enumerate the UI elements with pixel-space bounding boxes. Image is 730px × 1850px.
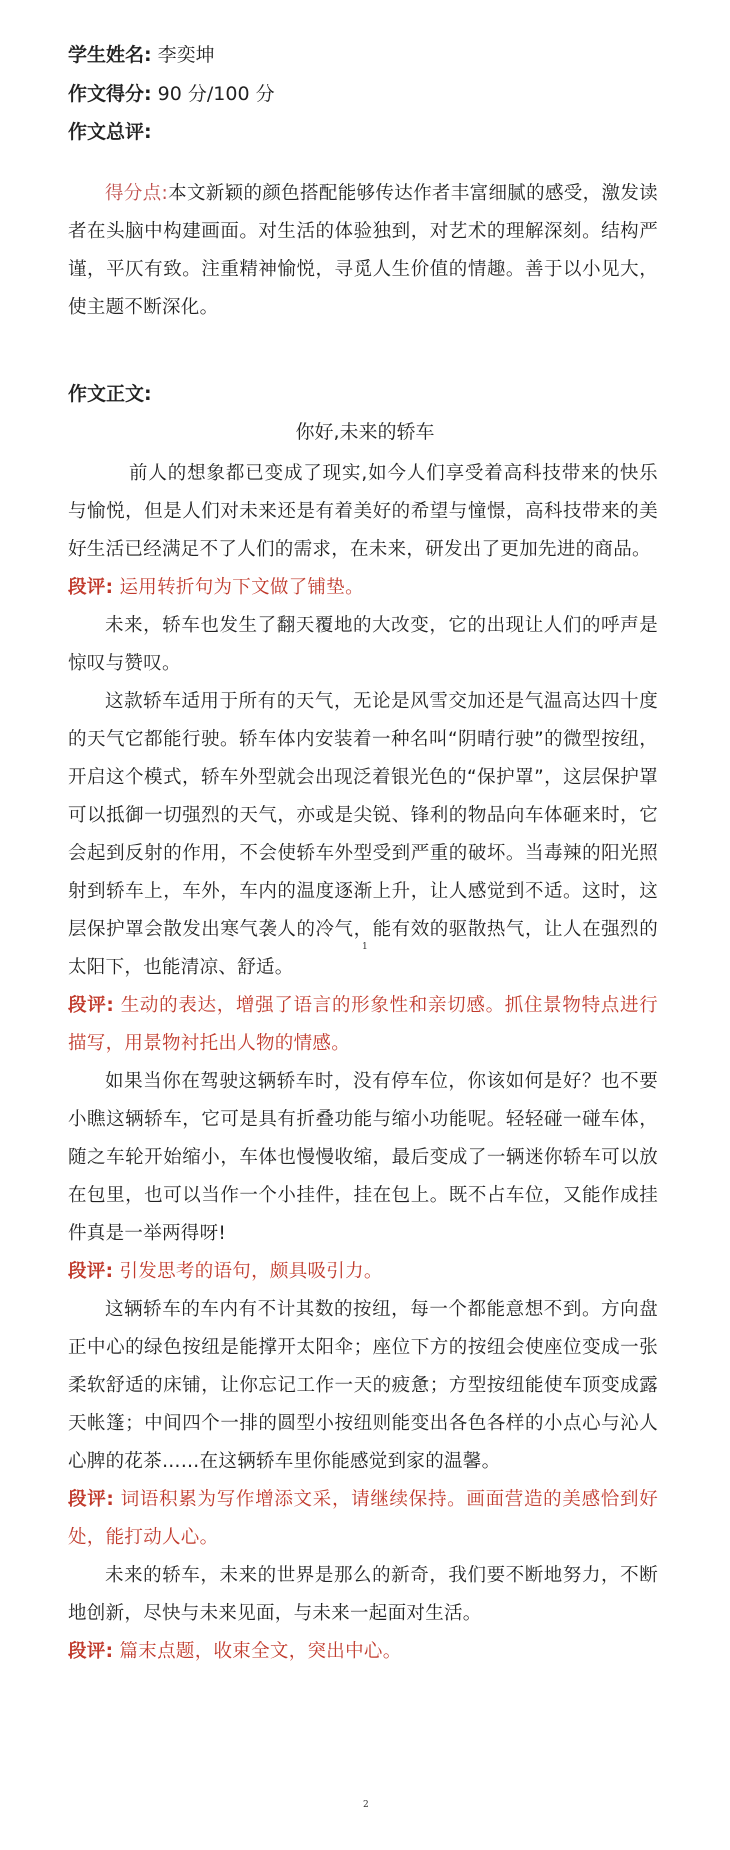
- comment-label: 段评:: [68, 1261, 114, 1282]
- review-heading: [68, 117, 152, 147]
- comment-text: 生动的表达，增强了语言的形象性和亲切感。抓住景物特点进行描写，用景物衬托出人物的情感。: [68, 995, 658, 1054]
- overall-review: [68, 175, 658, 327]
- page-number-bottom: 2: [363, 1800, 369, 1810]
- essay-paragraph: 这款轿车适用于所有的天气，无论是风雪交加还是气温高达四十度的天气它都能行驶。轿车体内安装着一种名叫“阴晴行驶”的微型按纽，开启这个模式，轿车外型就会出现泛着银光色的“保护罩”，这层保护罩可以抵御一切强烈的天气，亦或是尖锐、锋利的物品向车体砸来时，它会起到反射的作用，不会使轿车外型受到严重的破坏。当毒辣的阳光照射到轿车上，车外，车内的温度逐渐上升，让人感觉到不适。这时，这层保护罩会散发出寒气袭人的冷气，能有效的驱散热气，让人在强烈的太阳下，也能清凉、舒适。: [68, 691, 658, 978]
- comment-text: 词语积累为写作增添文采，请继续保持。画面营造的美感恰到好处，能打动人心。: [68, 1489, 658, 1548]
- student-name-value: 李奕坤: [157, 44, 215, 66]
- essay-title: 你好,未来的轿车: [295, 421, 435, 443]
- paragraph-comment: [68, 1253, 658, 1291]
- score-value: 90 分/100 分: [157, 83, 275, 105]
- paragraph-comment: [68, 569, 658, 607]
- paragraph-comment: [68, 1633, 658, 1671]
- student-name-line: [68, 40, 215, 70]
- comment-label: 段评:: [68, 577, 114, 598]
- overall-review-text: 本文新颖的颜色搭配能够传达作者丰富细腻的感受，激发读者在头脑中构建画面。对生活的体验独到，对艺术的理解深刻。结构严谨，平仄有致。注重精神愉悦，寻觅人生价值的情趣。善于以小见大，使主题不断深化。: [68, 183, 658, 318]
- essay-body: [68, 455, 658, 1671]
- essay-paragraph: 如果当你在驾驶这辆轿车时，没有停车位，你该如何是好？也不要小瞧这辆轿车，它可是具有折叠功能与缩小功能呢。轻轻碰一碰车体，随之车轮开始缩小，车体也慢慢收缩，最后变成了一辆迷你轿车可以放在包里，也可以当作一个小挂件，挂在包上。既不占车位，又能作成挂件真是一举两得呀!: [68, 1071, 658, 1244]
- essay-heading: [68, 379, 152, 409]
- essay-section-label: 作文正文:: [68, 383, 152, 405]
- score-line: [68, 79, 275, 109]
- page-number-mid: 1: [362, 942, 368, 952]
- comment-text: 运用转折句为下文做了铺垫。: [119, 577, 364, 598]
- review-label: 作文总评:: [68, 121, 152, 143]
- paragraph-comment: [68, 1481, 658, 1557]
- essay-paragraph: 未来的轿车，未来的世界是那么的新奇，我们要不断地努力，不断地创新，尽快与未来见面，与未来一起面对生活。: [68, 1565, 658, 1624]
- score-point-label: 得分点:: [105, 183, 169, 204]
- essay-paragraph: 前人的想象都已变成了现实,如今人们享受着高科技带来的快乐与愉悦，但是人们对未来还是有着美好的希望与憧憬，高科技带来的美好生活已经满足不了人们的需求，在未来，研发出了更加先进的商品。: [68, 463, 658, 560]
- score-label: 作文得分:: [68, 83, 152, 105]
- essay-paragraph: 这辆轿车的车内有不计其数的按纽，每一个都能意想不到。方向盘正中心的绿色按纽是能撑开太阳伞；座位下方的按纽会使座位变成一张柔软舒适的床铺，让你忘记工作一天的疲惫；方型按纽能使车顶变成露天帐篷；中间四个一排的圆型小按纽则能变出各色各样的小点心与沁人心脾的花茶……在这辆轿车里你能感觉到家的温馨。: [68, 1299, 658, 1472]
- essay-paragraph: 未来，轿车也发生了翻天覆地的大改变，它的出现让人们的呼声是惊叹与赞叹。: [68, 615, 658, 674]
- paragraph-comment: [68, 987, 658, 1063]
- comment-label: 段评:: [68, 995, 115, 1016]
- comment-text: 篇末点题，收束全文，突出中心。: [119, 1641, 402, 1662]
- comment-text: 引发思考的语句，颇具吸引力。: [119, 1261, 383, 1282]
- student-name-label: 学生姓名:: [68, 44, 152, 66]
- comment-label: 段评:: [68, 1641, 114, 1662]
- comment-label: 段评:: [68, 1489, 115, 1510]
